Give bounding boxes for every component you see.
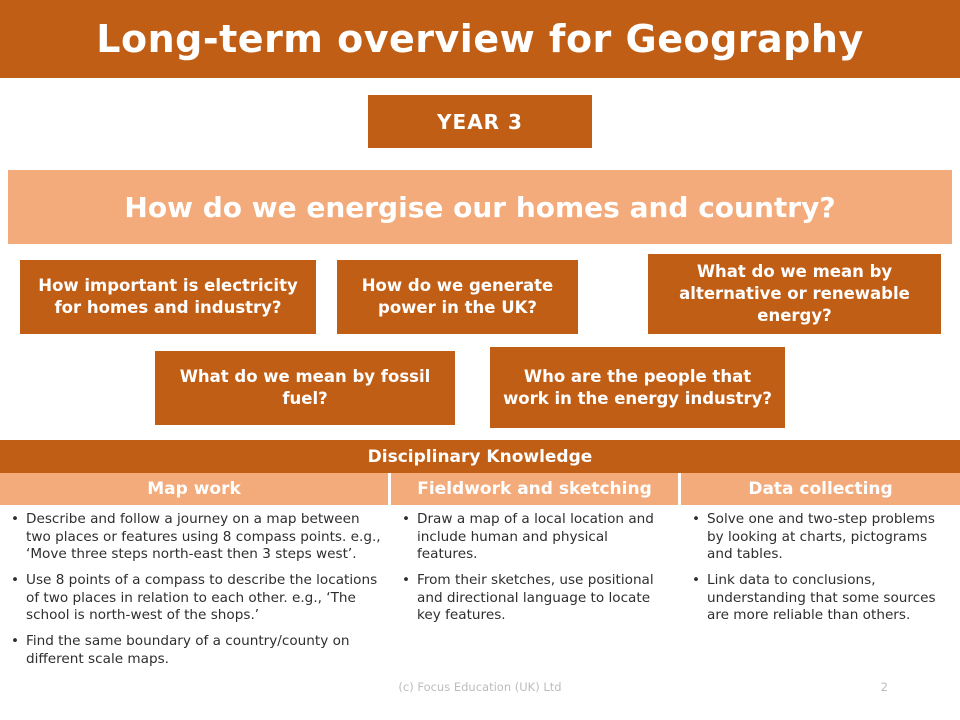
column-header-data-collecting: Data collecting [681,473,960,505]
sub-question-generate-power: How do we generate power in the UK? [337,260,578,334]
page-title: Long-term overview for Geography [96,17,864,61]
column-fieldwork [391,507,681,676]
year-badge: YEAR 3 [368,95,592,148]
footer-page-number: 2 [880,680,888,694]
sub-question-energy-industry: Who are the people that work in the energy industry? [490,347,785,428]
list-item: • Draw a map of a local location and include human and physical features. [397,511,671,564]
data-collecting-bullet-list [687,511,950,625]
list-item: • Describe and follow a journey on a map between two places or features using 8 compass points. e.g., ‘Move three steps north-east then 3 steps west’. [6,511,381,564]
sub-question-fossil-fuel: What do we mean by fossil fuel? [155,351,455,425]
list-item: • Solve one and two-step problems by looking at charts, pictograms and tables. [687,511,950,564]
sub-question-renewable-energy: What do we mean by alternative or renewable energy? [648,254,941,334]
sub-question-electricity: How important is electricity for homes and industry? [20,260,316,334]
disciplinary-column-headers [0,473,960,505]
column-header-map-work: Map work [0,473,388,505]
map-work-bullet-list [6,511,381,668]
disciplinary-body [0,507,960,676]
footer-copyright: (c) Focus Education (UK) Ltd [398,680,562,694]
column-header-fieldwork: Fieldwork and sketching [391,473,678,505]
list-item: • Link data to conclusions, understanding that some sources are more reliable than others. [687,572,950,625]
list-item: • From their sketches, use positional and directional language to locate key features. [397,572,671,625]
fieldwork-bullet-list [397,511,671,625]
main-question-banner [8,170,952,244]
column-data-collecting [681,507,960,676]
main-question-text: How do we energise our homes and country? [124,190,836,224]
disciplinary-knowledge-header: Disciplinary Knowledge [0,440,960,473]
page-title-bar [0,0,960,78]
column-map-work [0,507,391,676]
list-item: • Find the same boundary of a country/county on different scale maps. [6,633,381,668]
list-item: • Use 8 points of a compass to describe the locations of two places in relation to each other. e.g., ‘The school is north-west of the shops.’ [6,572,381,625]
